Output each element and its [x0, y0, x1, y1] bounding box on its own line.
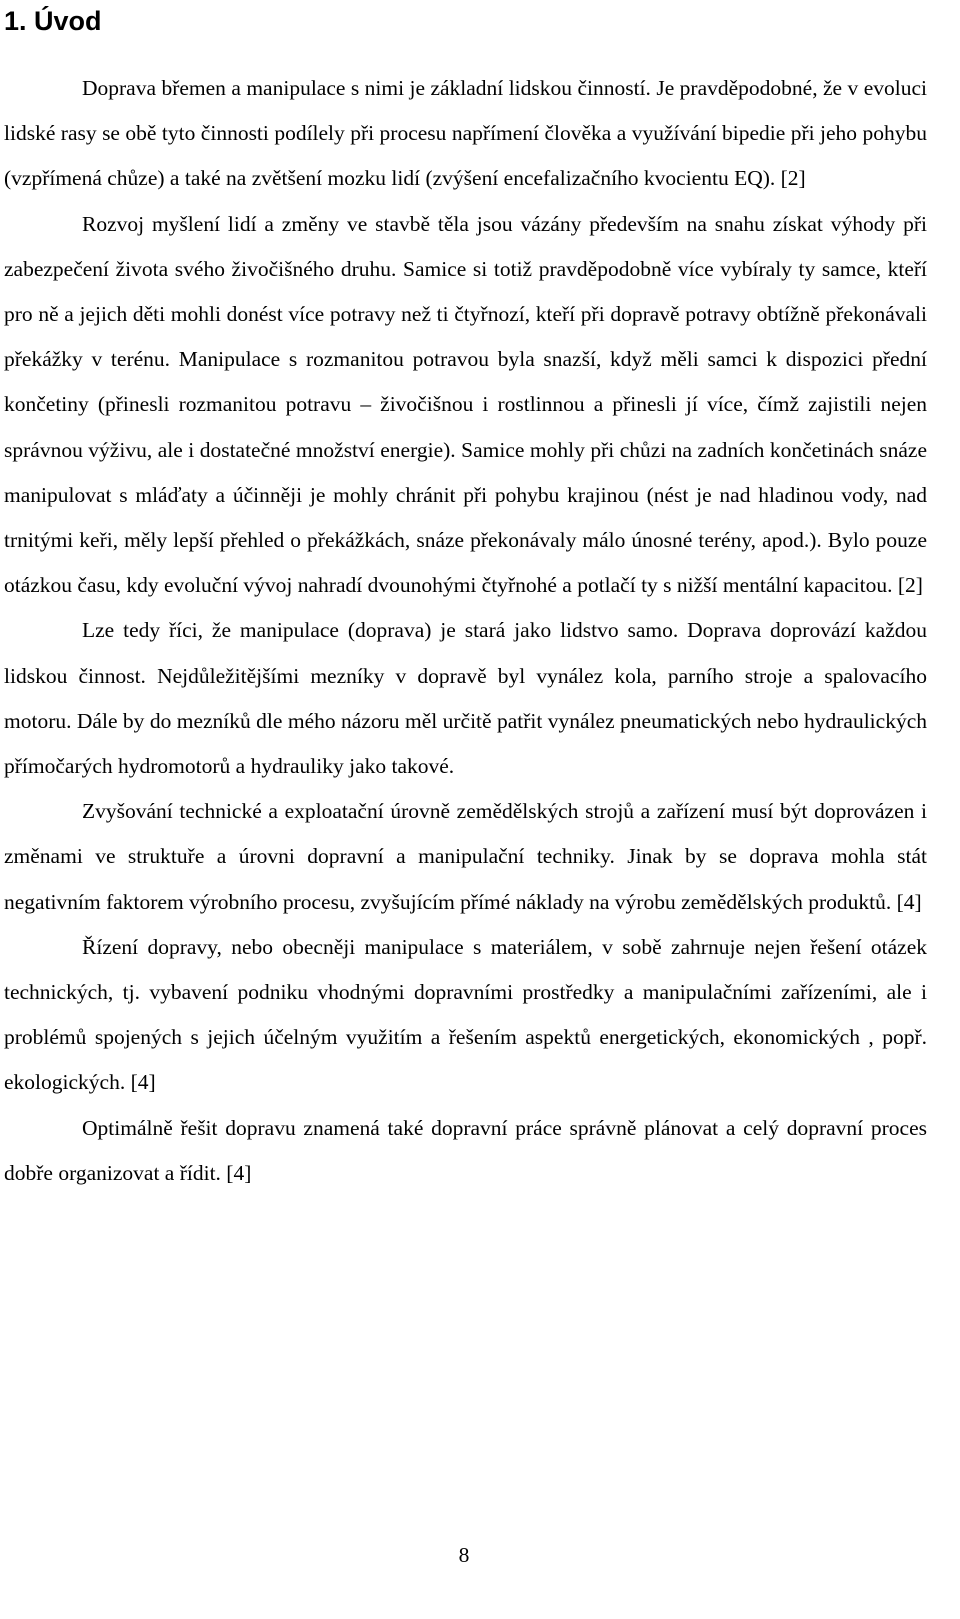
paragraph-evolution: Rozvoj myšlení lidí a změny ve stavbě těla jsou vázány především na snahu získat výhody při zabezpečení života svého živočišného druhu. Samice si totiž pravděpodobně více vybíraly ty samce, kteří pro ně a jejich děti mohli donést více potravy než ti čtyřnozí, kteří při dopravě potravy obtížně překonávali překážky v terénu. Manipulace s rozmanitou potravou byla snazší, když měli samci k dispozici přední končetiny (přinesli rozmanitou potravu – živočišnou i rostlinnou a přinesli jí více, čímž zajistili nejen správnou výživu, ale i dostatečné množství energie). Samice mohly při chůzi na zadních končetinách snáze manipulovat s mláďaty a účinněji je mohly chránit při pohybu krajinou (nést je nad hladinou vody, nad trnitými keři, měly lepší přehled o překážkách, snáze překonávaly málo únosné terény, apod.). Bylo pouze otázkou času, kdy evoluční vývoj nahradí dvounohými čtyřnohé a potlačí ty s nižší mentální kapacitou. [2]	[4, 211, 927, 598]
paragraph-milestones: Lze tedy říci, že manipulace (doprava) je stará jako lidstvo samo. Doprava doprovází každou lidskou činnost. Nejdůležitějšími mezníky v dopravě byl vynález kola, parního stroje a spalovacího motoru. Dále by do mezníků dle mého názoru měl určitě patřit vynález pneumatických nebo hydraulických přímočarých hydromotorů a hydrauliky jako takové.	[4, 618, 927, 779]
paragraph-agriculture: Zvyšování technické a exploatační úrovně zemědělských strojů a zařízení musí být doprovázen i změnami ve struktuře a úrovni dopravní a manipulační techniky. Jinak by se doprava mohla stát negativním faktorem výrobního procesu, zvyšujícím přímé náklady na výrobu zemědělských produktů. [4]	[4, 799, 927, 914]
page-number: 8	[458, 1543, 470, 1567]
paragraph-management: Řízení dopravy, nebo obecněji manipulace s materiálem, v sobě zahrnuje nejen řešení otázek technických, tj. vybavení podniku vhodnými dopravními prostředky a manipulačními zařízeními, ale i problémů spojených s jejich účelným využitím a řešením aspektů energetických, ekonomických , popř. ekologických. [4]	[4, 934, 927, 1095]
paragraph-optimization: Optimálně řešit dopravu znamená také dopravní práce správně plánovat a celý dopravní proces dobře organizovat a řídit. [4]	[4, 1115, 927, 1185]
chapter-body	[4, 66, 927, 1196]
chapter-heading: 1. Úvod	[4, 6, 102, 36]
paragraph-intro: Doprava břemen a manipulace s nimi je základní lidskou činností. Je pravděpodobné, že v evoluci lidské rasy se obě tyto činnosti podílely při procesu napřímení člověka a využívání bipedie při jeho pohybu (vzpřímená chůze) a také na zvětšení mozku lidí (zvýšení encefalizačního kvocientu EQ). [2]	[4, 76, 927, 191]
